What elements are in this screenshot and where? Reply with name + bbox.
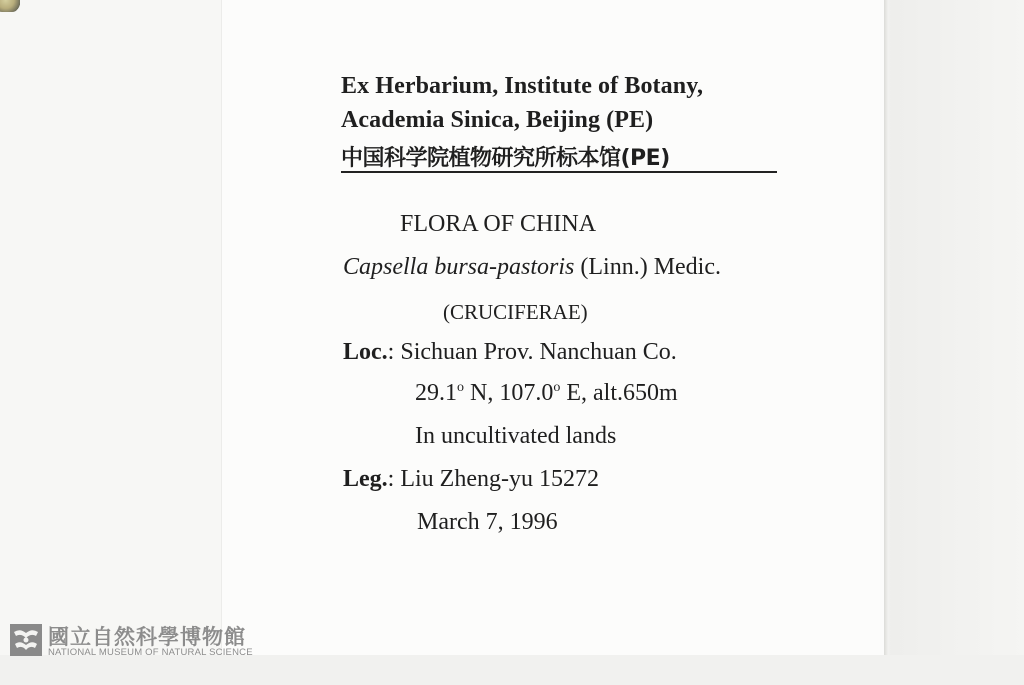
flora-title: FLORA OF CHINA [400, 211, 597, 237]
coordinates-line [415, 380, 678, 407]
species-binomial: Capsella bursa-pastoris [343, 254, 575, 280]
header-underline [341, 171, 777, 173]
latitude-dir: N, 107.0 [464, 380, 554, 406]
locality-value: Sichuan Prov. Nanchuan Co. [394, 339, 677, 365]
specimen-fragment [0, 0, 20, 12]
collector-label: Leg. [343, 466, 388, 492]
collection-date: March 7, 1996 [417, 509, 558, 535]
museum-name-chinese: 國立自然科學博物館 [48, 625, 246, 649]
locality-colon: : [387, 339, 395, 365]
card-edge-shadow [884, 0, 888, 655]
locality-line [343, 339, 677, 366]
herbarium-name-chinese: 中国科学院植物研究所标本馆(PE) [341, 146, 670, 171]
adjacent-sheet [0, 0, 224, 655]
collector-colon: : [387, 466, 395, 492]
degree-mark: o [457, 380, 464, 395]
bottom-margin [0, 655, 1024, 685]
degree-mark: o [553, 380, 561, 395]
species-author: (Linn.) Medic. [574, 254, 721, 280]
collector-value: Liu Zheng-yu 15272 [394, 466, 599, 492]
species-name [343, 254, 721, 281]
longitude-dir-altitude: E, alt.650m [560, 380, 678, 406]
herbarium-name-line1: Ex Herbarium, Institute of Botany, [341, 73, 704, 99]
museum-logo-icon [10, 624, 42, 656]
family-name: (CRUCIFERAE) [443, 300, 588, 324]
collector-line [343, 466, 599, 493]
herbarium-name-line2: Academia Sinica, Beijing (PE) [341, 107, 654, 133]
museum-name-english: NATIONAL MUSEUM OF NATURAL SCIENCE [48, 647, 253, 658]
latitude-value: 29.1 [415, 380, 457, 406]
locality-label: Loc. [343, 339, 388, 365]
habitat: In uncultivated lands [415, 423, 617, 449]
